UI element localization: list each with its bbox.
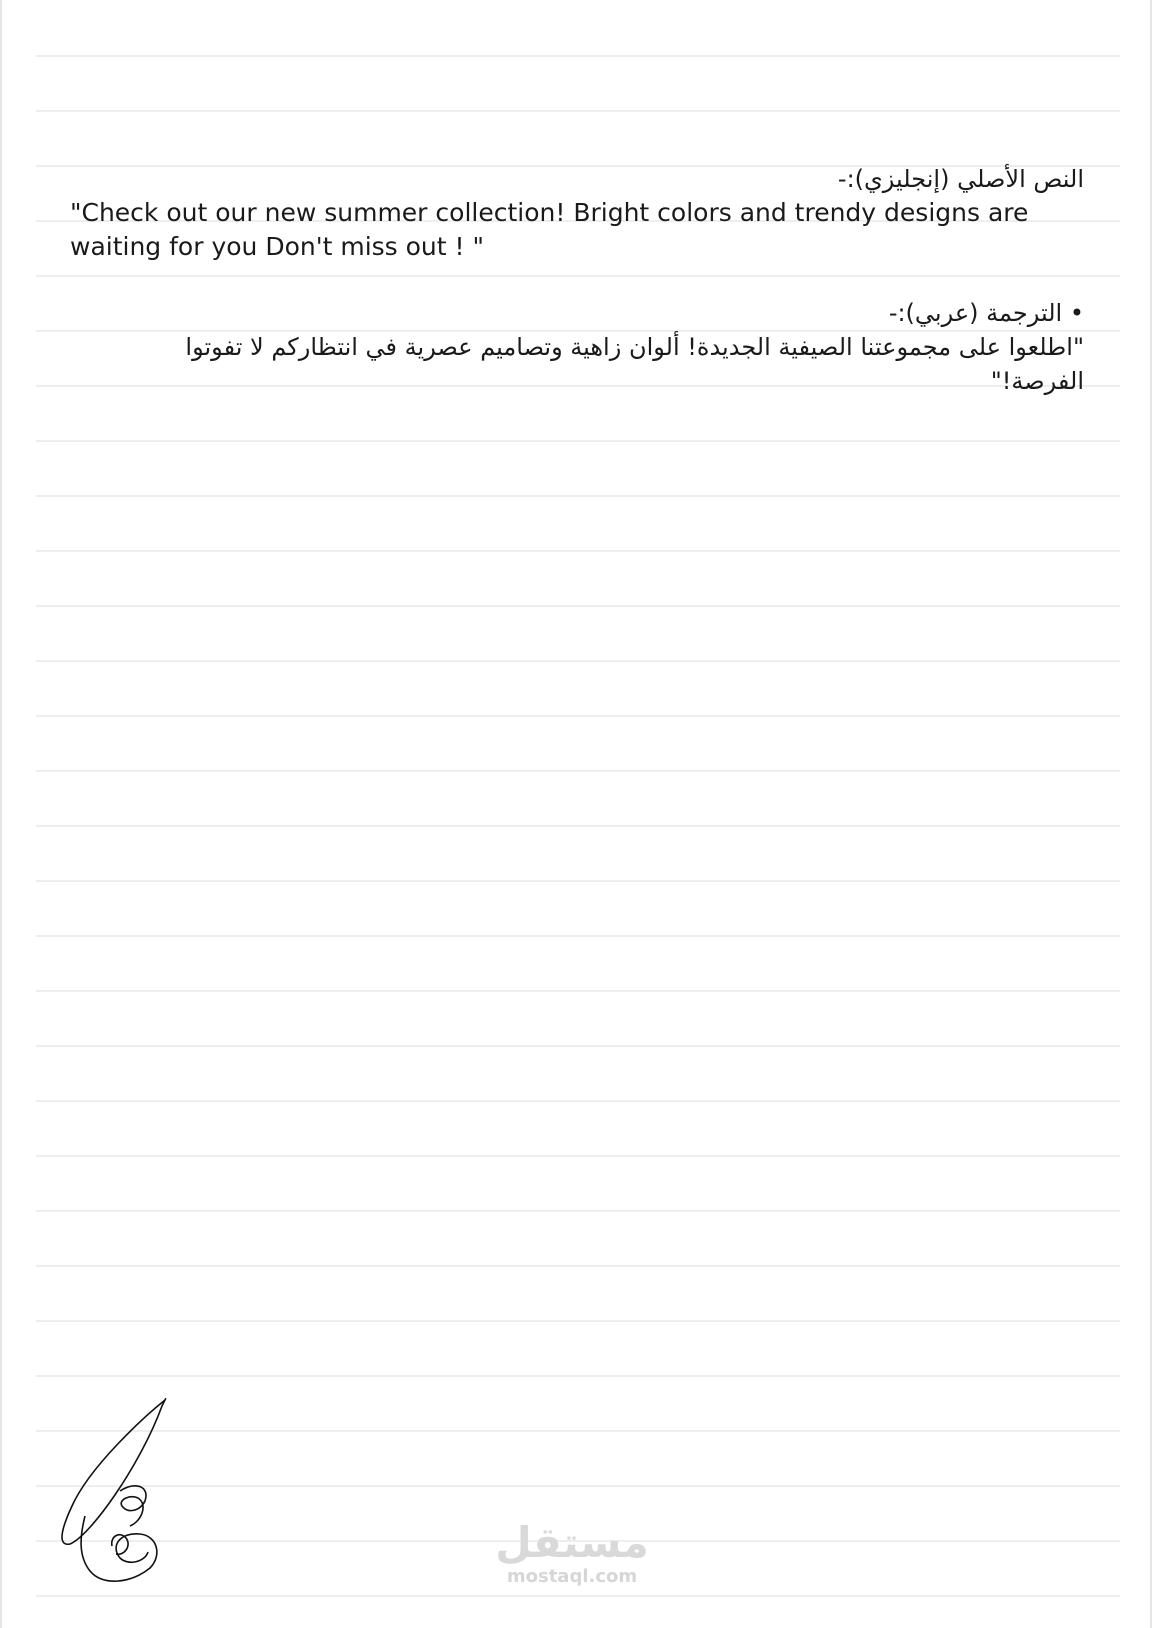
translation-text-line-1: "اطلعوا على مجموعتنا الصيفية الجديدة! ألوان زاهية وتصاميم عصرية في انتظاركم لا تفوتوا [185, 333, 1084, 361]
original-text [70, 196, 1084, 264]
original-heading: النص الأصلي (إنجليزي):- [837, 165, 1084, 193]
watermark-url: mostaql.com [506, 1566, 638, 1587]
translation-text-line-2: الفرصة!" [990, 367, 1084, 395]
translation-text [70, 330, 1084, 398]
translation-heading: • الترجمة (عربي):- [888, 299, 1084, 327]
original-text-line-2: waiting for you Don't miss out ! " [70, 232, 484, 261]
document-content [70, 162, 1084, 398]
translation-block [70, 296, 1084, 398]
handwritten-signature [50, 1396, 180, 1586]
watermark-logo: مستقل [495, 1518, 649, 1567]
original-text-line-1: "Check out our new summer collection! Bright colors and trendy designs are [70, 198, 1029, 227]
mostaql-watermark [482, 1520, 662, 1600]
